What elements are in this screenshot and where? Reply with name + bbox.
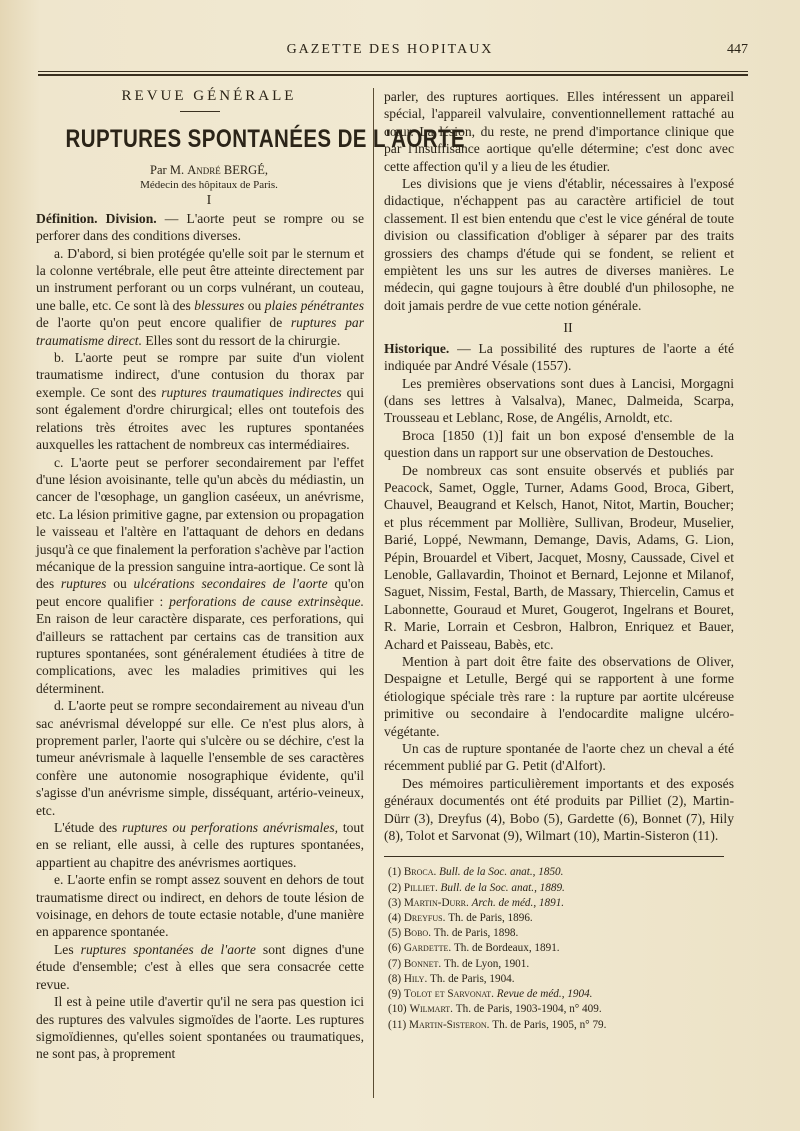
text-run: a. D'abord, si bien protégée qu'elle soit par le sternum et la colonne vertébrale, elle peut être atteinte directement par un instrument perforant ou un corps vulnérant, un couteau, une balle, etc. Ce sont là des — [36, 245, 364, 313]
footnote-number: (9) — [388, 988, 404, 1001]
paragraph: Les divisions que je viens d'établir, nécessaires à l'exposé didactique, n'échappent pas au caractère artificiel de tout classement. Il est bien entendu que c'est le vice général de toute division ou classification d'obliger à séparer par des traits grossiers des champs d'étude qui se fondent, se relient et empiètent les uns sur les autres de diverses manières. Le médecin, qui gagne toujours à être doublé d'un philosophe, ne doit jamais perdre de vue cette notion générale. — [384, 176, 734, 313]
footnote-author: Pilliet. — [403, 881, 441, 894]
text-run: sont dignes d'une étude d'ensemble; c'est à elles que sera consacrée cette revue. — [36, 941, 364, 992]
italic-run: ruptures spontanées de l'aorte — [80, 941, 256, 957]
paragraph-text: — La possibilité des ruptures de l'aorte a été indiquée par André Vésale (1557). — [384, 340, 734, 374]
footnote-number: (11) — [388, 1018, 410, 1031]
paragraph: Des mémoires particulièrement importants et des exposés généraux documentés ont été produits par Pilliet (2), Martin-Dürr (3), Dreyfus (4), Bobo (5), Gardette (6), Bonnet (7), Hily (8), Tolot et Sarvonat (9), Wilmart (10), Martin-Sisteron (11). — [384, 775, 734, 844]
footnote-reference: Th. de Bordeaux, 1891. — [453, 942, 560, 955]
footnote-reference: Th. de Paris, 1905, n° 79. — [492, 1018, 607, 1031]
paragraph-text: — L'aorte peut se rompre ou se perforer dans des conditions diverses. — [36, 210, 364, 244]
italic-run: blessures — [194, 297, 245, 313]
italic-run: ruptures traumatiques indirectes — [161, 384, 342, 400]
right-column — [384, 88, 734, 1033]
section-number-1: I — [206, 193, 212, 209]
italic-run: ulcérations secondaires de l'aorte — [133, 576, 328, 592]
author-name: André BERGÉ, — [187, 163, 268, 178]
section-number-2: II — [563, 321, 573, 337]
text-run: b. L'aorte peut se rompre par suite d'un violent traumatisme indirect, d'une contusion du thorax par exemple. Ce sont des — [36, 350, 364, 400]
rubric-rule — [180, 111, 220, 112]
paragraph-lead: Définition. Division. — [36, 210, 157, 226]
text-run: tout en se reliant, elle aussi, à celle des ruptures spontanées, appartient au chapitre des anévrismes aortiques. — [36, 820, 364, 870]
paragraph: e. L'aorte enfin se rompt assez souvent en dehors de tout traumatisme direct ou indirect, en dehors de toute lésion de voisinage, en dehors de toute ectasie notable, d'une manière en apparence spontanée. — [36, 872, 364, 940]
italic-run: ruptures — [60, 576, 107, 592]
footnote-author: Wilmart. — [409, 1003, 456, 1016]
paragraph-lead: Historique. — [384, 340, 450, 356]
footnote-author: Martin-Sisteron. — [409, 1018, 493, 1031]
article-title: RUPTURES SPONTANÉES DE L'AORTE — [65, 125, 466, 154]
footnote-author: Broca. — [403, 866, 440, 879]
footnote-reference: Th. de Lyon, 1901. — [444, 957, 530, 970]
footnote-number: (1) — [388, 866, 404, 879]
footnote — [384, 1002, 734, 1017]
byline-prefix: Par M. — [150, 163, 185, 178]
footnote-reference: Bull. de la Soc. anat., 1850. — [439, 866, 564, 879]
text-run: En raison de leur caractère disparate, ces perforations, qui d'ailleurs se rattachent par certains cas de transition aux ruptures spontanées, sont généralement étudiées à titre de complications, avec les maladies primitives qui les déterminent. — [36, 611, 364, 696]
paragraph: parler, des ruptures aortiques. Elles intéressent un appareil spécial, l'appareil valvulaire, conventionnellement rattaché au cœur. La lésion, du reste, ne prend d'importance clinique que par l'insuffisance aortique qu'elle détermine; c'est donc avec cette affection qu'il y a lieu de les étudier. — [384, 89, 734, 174]
paragraph: Il est à peine utile d'avertir qu'il ne sera pas question ici des ruptures des valvules sigmoïdes de l'aorte. Les ruptures sigmoïdiennes, qu'elles soient spontanées ou traumatiques, ne sont pas, à proprement — [36, 994, 364, 1062]
footnote — [384, 881, 734, 896]
footnote-number: (7) — [388, 957, 404, 970]
footnotes — [384, 865, 734, 1032]
footnote-reference: Th. de Paris, 1896. — [448, 912, 533, 925]
paragraph — [384, 340, 734, 375]
author-affiliation: Médecin des hôpitaux de Paris. — [140, 179, 278, 192]
footnote — [384, 987, 734, 1002]
paragraph — [36, 210, 364, 245]
footnote-number: (10) — [388, 1003, 410, 1016]
footnote-number: (4) — [388, 912, 404, 925]
text-run: qu'on peut encore qualifier : — [36, 576, 364, 609]
footnote-number: (3) — [388, 896, 404, 909]
text-run: ou — [244, 297, 265, 313]
footnote-reference: Revue de méd., 1904. — [496, 988, 593, 1001]
footnote-reference: Th. de Paris, 1898. — [433, 927, 519, 940]
footnote — [384, 972, 734, 987]
paragraph: Les premières observations sont dues à Lancisi, Morgagni (dans ses lettres à Valsalva), Manec, Dalmeida, Scarpa, Trousseau et Leblanc, Rose, de Angélis, Arnoldt, etc. — [384, 375, 734, 426]
running-head: GAZETTE DES HOPITAUX — [286, 42, 494, 57]
page-number: 447 — [727, 42, 748, 57]
footnote-reference: Th. de Paris, 1903-1904, n° 409. — [455, 1003, 602, 1016]
header-rule — [38, 71, 748, 72]
paragraph — [36, 349, 364, 453]
italic-run: ruptures par traumatisme direct. — [36, 315, 364, 348]
byline — [36, 162, 364, 178]
paragraph: Mention à part doit être faite des observations de Oliver, Despaigne et Letulle, Bergé qui se rapportent à une forme étiologique spéciale très rare : la rupture par aortite ulcéreuse primitive ou secondaire à l'endocardite maligne ulcéro-végétante. — [384, 654, 734, 739]
paragraph — [36, 819, 364, 871]
rubric: REVUE GÉNÉRALE — [121, 88, 297, 104]
text-run: qui sont également d'ordre chirurgical; elles ont toutefois des relations très étroites avec les ruptures spontanées auxquelles les rattachent de nombreux cas intermédiaires. — [36, 384, 364, 453]
paragraph — [36, 454, 364, 698]
footnote-author: Martin-Durr. — [403, 896, 472, 909]
column-rule — [373, 88, 374, 1098]
footnote-author: Gardette. — [403, 942, 454, 955]
footnote-number: (2) — [388, 881, 404, 894]
footnote-number: (6) — [388, 942, 404, 955]
footnotes-rule — [384, 856, 724, 857]
footnote — [384, 911, 734, 926]
footnote-reference: Bull. de la Soc. anat., 1889. — [440, 881, 565, 894]
paragraph — [36, 245, 364, 349]
header-rule-thick — [38, 74, 748, 76]
footnote — [384, 957, 734, 972]
text-run: de l'aorte qu'on peut encore qualifier de — [36, 315, 291, 331]
footnote-reference: Th. de Paris, 1904. — [430, 972, 515, 985]
footnote-number: (8) — [388, 972, 404, 985]
text-run: Elles sont du ressort de la chirurgie. — [141, 332, 341, 348]
footnote — [384, 926, 734, 941]
text-run: c. L'aorte peut se perforer secondairement par l'effet d'une lésion avoisinante, telle qu'un abcès du médiastin, un cancer de l'œsophage, un ganglion caséeux, un anévrisme, etc. La lésion primitive gagne, par extension ou propagation le vaisseau et l'altère en l'attaquant de dehors en dedans jusqu'à ce que finalement la perforation s'achève par l'action mécanique de la pression sanguine intra-aortique. Ce sont là des — [36, 454, 364, 592]
footnote-author: Tolot et Sarvonat. — [403, 988, 497, 1001]
footnote-author: Hily. — [403, 972, 431, 985]
footnote-author: Bobo. — [403, 927, 434, 940]
footnote-number: (5) — [388, 927, 404, 940]
footnote-author: Dreyfus. — [403, 912, 449, 925]
paragraph: De nombreux cas sont ensuite observés et publiés par Peacock, Samet, Oggle, Turner, Adams Good, Broca, Gibert, Chauvel, Beaugrand et Kelsch, Hanot, Nitot, Martin, Boucher; et plus récemment par Mollière, Sullivan, Brodeur, Muselier, Barié, Loppé, Newmann, Demange, Davis, Adams, G. Lion, Pépin, Brouardel et Vibert, Jacquet, Mosny, Caussade, Civel et Lenoble, Gallavardin, Thoinot et Bernard, Lejonne et Milanof, Saguet, Nissim, Festal, Barth, de Massary, Thiercelin, Camus et Labonnette, Gouraud et Muret, Gougerot, Ingelrans et Bouret, R. Marie, Lorrain et Cesbron, Halbron, Enriquez et Bauer, Achard et Paisseau, Babès, etc. — [384, 462, 734, 652]
footnote — [384, 941, 734, 956]
footnote-reference: Arch. de méd., 1891. — [471, 896, 565, 909]
footnote — [384, 896, 734, 911]
text-run: L'étude des — [54, 820, 122, 836]
italic-run: ruptures ou perforations anévrismales, — [121, 820, 339, 836]
italic-run: perforations de cause extrinsèque. — [169, 593, 364, 609]
footnote-author: Bonnet. — [403, 957, 445, 970]
paragraph: d. L'aorte peut se rompre secondairement au niveau d'un sac anévrismal développé sur elle. Ce n'est plus alors, à proprement parler, l'aorte qui s'ulcère ou se déchire, c'est la tumeur anévrismale à laquelle l'ensemble de ses caractères confère une autonomie nosographique évidente, qu'il s'agisse d'un anévrisme simple, disséquant, artério-veineux, etc. — [36, 698, 364, 818]
text-run: ou — [106, 576, 134, 592]
paragraph: Broca [1850 (1)] fait un bon exposé d'ensemble de la question dans un rapport sur une observation de Destouches. — [384, 427, 734, 461]
footnote — [384, 1018, 734, 1033]
footnote — [384, 865, 734, 880]
paragraph: Un cas de rupture spontanée de l'aorte chez un cheval a été récemment publié par G. Petit (d'Alfort). — [384, 741, 734, 774]
paragraph — [36, 941, 364, 993]
italic-run: plaies pénétrantes — [264, 297, 364, 313]
text-run: Les — [54, 941, 81, 957]
